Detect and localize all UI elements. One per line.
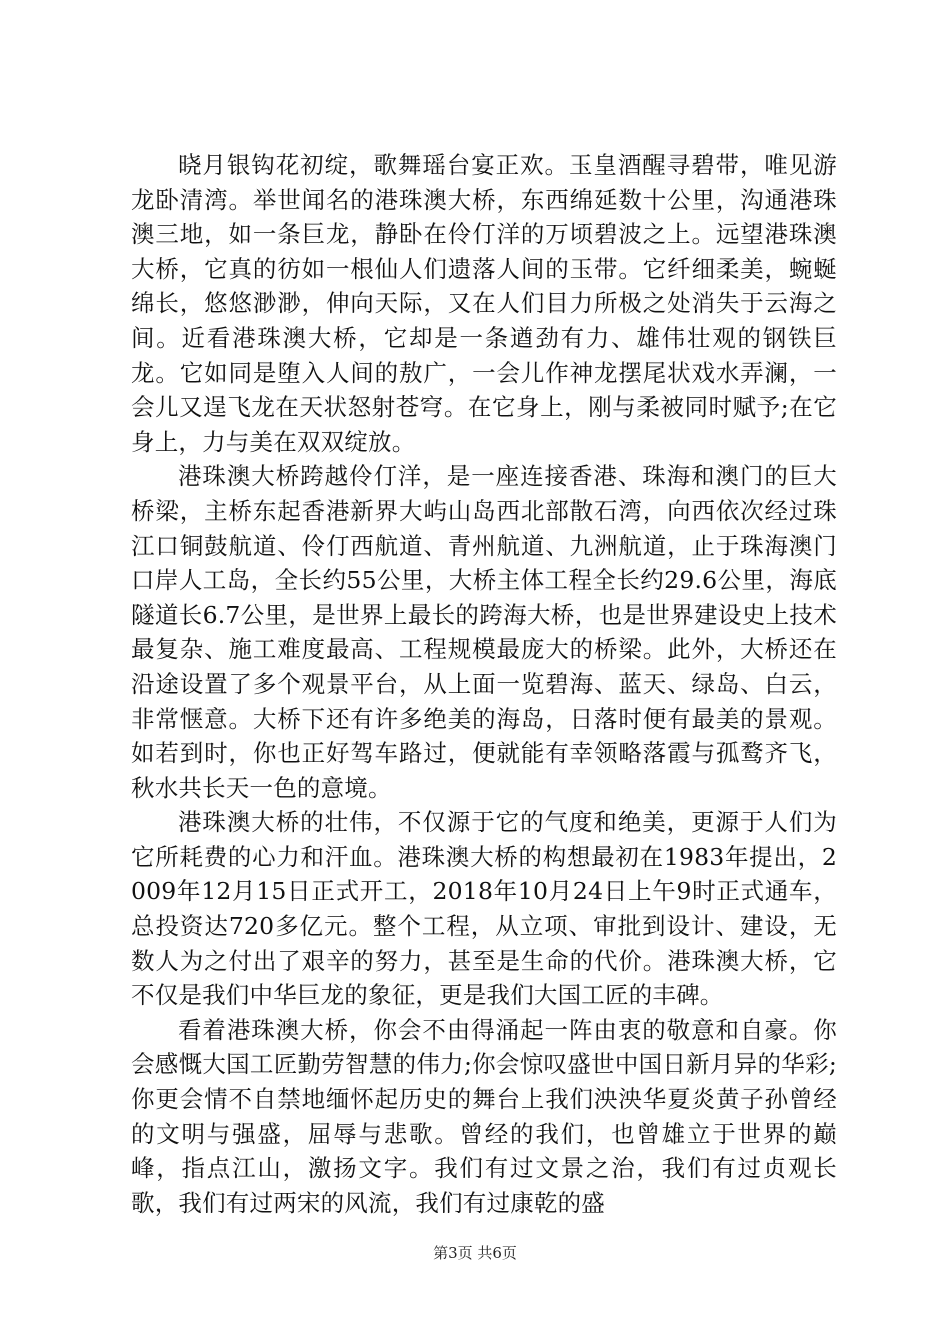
paragraph-bridge-description: 晓月银钩花初绽，歌舞瑶台宴正欢。玉皇酒醒寻碧带，唯见游龙卧清湾。举世闻名的港珠澳大桥，东西绵延数十公里，沟通港珠澳三地，如一条巨龙，静卧在伶仃洋的万顷碧波之上。远望港珠澳大桥，它真的彷如一根仙人们遗落人间的玉带。它纤细柔美，蜿蜒绵长，悠悠渺渺，伸向天际，又在人们目力所极之处消失于云海之间。近看港珠澳大桥，它却是一条遒劲有力、雄伟壮观的钢铁巨龙。它如同是堕入人间的敖广，一会儿作神龙摆尾状戏水弄澜，一会儿又逞飞龙在天状怒射苍穹。在它身上，刚与柔被同时赋予;在它身上，力与美在双双绽放。 xyxy=(131,151,837,456)
page-number: 第3页 共6页 xyxy=(433,1244,517,1262)
paragraph-reflection: 看着港珠澳大桥，你会不由得涌起一阵由衷的敬意和自豪。你会感慨大国工匠勤劳智慧的伟力;你会惊叹盛世中国日新月异的华彩;你更会情不自禁地缅怀起历史的舞台上我们泱泱华夏炎黄子孙曾经的文明与强盛，屈辱与悲歌。曾经的我们，也曾雄立于世界的巅峰，指点江山，激扬文字。我们有过文景之治，我们有过贞观长歌，我们有过两宋的风流，我们有过康乾的盛 xyxy=(131,1015,837,1217)
paragraph-bridge-facts: 港珠澳大桥跨越伶仃洋，是一座连接香港、珠海和澳门的巨大桥梁，主桥东起香港新界大屿山岛西北部散石湾，向西依次经过珠江口铜鼓航道、伶仃西航道、青州航道、九洲航道，止于珠海澳门口岸人工岛，全长约55公里，大桥主体工程全长约29.6公里，海底隧道长6.7公里，是世界上最长的跨海大桥，也是世界建设史上技术最复杂、施工难度最高、工程规模最庞大的桥梁。此外，大桥还在沿途设置了多个观景平台，从上面一览碧海、蓝天、绿岛、白云，非常惬意。大桥下还有许多绝美的海岛，日落时便有最美的景观。如若到时，你也正好驾车路过，便就能有幸领略落霞与孤鹜齐飞，秋水共长天一色的意境。 xyxy=(131,462,837,802)
paragraph-bridge-history: 港珠澳大桥的壮伟，不仅源于它的气度和绝美，更源于人们为它所耗费的心力和汗血。港珠澳大桥的构想最初在1983年提出，2009年12月15日正式开工，2018年10月24日上午9时正式通车，总投资达720多亿元。整个工程，从立项、审批到设计、建设，无数人为之付出了艰辛的努力，甚至是生命的代价。港珠澳大桥，它不仅是我们中华巨龙的象征，更是我们大国工匠的丰碑。 xyxy=(131,808,837,1010)
document-body xyxy=(131,148,837,1220)
